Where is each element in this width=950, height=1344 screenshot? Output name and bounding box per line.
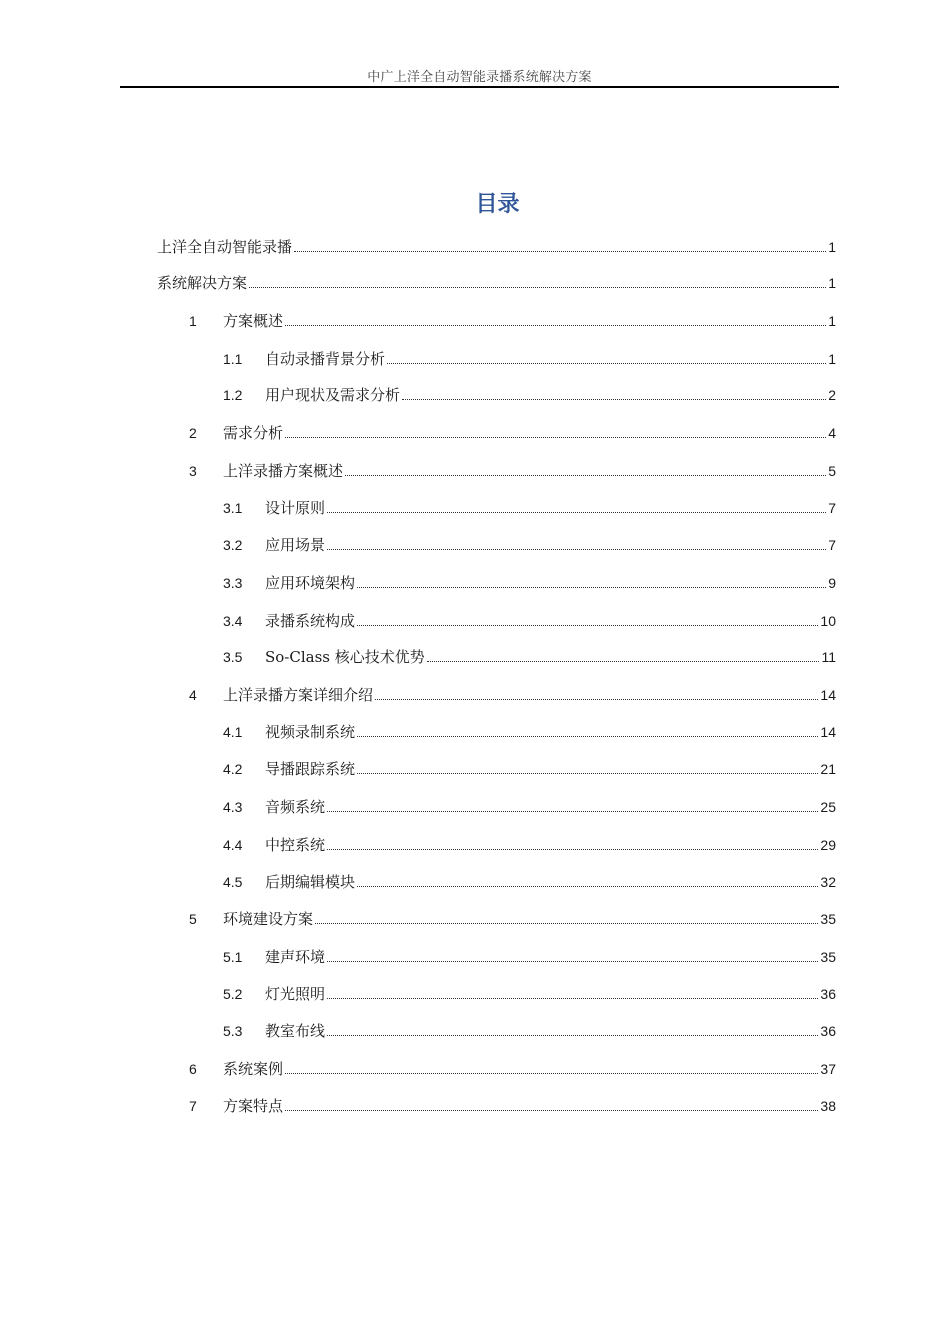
toc-entry-page: 1 (828, 351, 836, 367)
toc-entry-page: 36 (820, 1023, 836, 1039)
toc-entry-number: 2 (189, 425, 197, 441)
toc-entry-page: 10 (820, 613, 836, 629)
toc-entry-page: 11 (821, 649, 836, 665)
toc-entry-page: 37 (820, 1061, 836, 1077)
dot-leader (285, 1110, 818, 1111)
toc-entry-number: 3.1 (223, 500, 243, 516)
dot-leader (345, 475, 826, 476)
toc-entry[interactable] (223, 384, 836, 406)
toc-entry-number: 3.3 (223, 575, 243, 591)
toc-entry-text: 应用环境架构 (265, 574, 356, 592)
toc-entry[interactable] (189, 460, 836, 482)
toc-entry-number: 3.2 (223, 537, 243, 553)
toc-entry[interactable] (189, 310, 836, 332)
toc-entry-text: 教室布线 (265, 1022, 326, 1040)
toc-entry-number: 3.5 (223, 649, 243, 665)
toc-entry-number: 1 (189, 313, 197, 329)
toc-entry[interactable] (223, 497, 836, 519)
toc-entry[interactable] (223, 1020, 836, 1042)
toc-entry-page: 35 (820, 949, 836, 965)
dot-leader (357, 886, 818, 887)
toc-entry-number: 1.1 (223, 351, 243, 367)
dot-leader (294, 251, 826, 252)
toc-entry-text: 建声环境 (265, 948, 326, 966)
toc-entry-text: 系统解决方案 (157, 274, 248, 292)
toc-entry-text: 自动录播背景分析 (265, 350, 386, 368)
dot-leader (327, 961, 818, 962)
toc-entry-number: 5.3 (223, 1023, 243, 1039)
toc-entry-page: 9 (828, 575, 836, 591)
toc-entry-page: 36 (820, 986, 836, 1002)
toc-entry-text: 设计原则 (265, 499, 326, 517)
dot-leader (357, 587, 826, 588)
toc-entry-page: 7 (828, 500, 836, 516)
toc-entry-page: 14 (820, 724, 836, 740)
toc-entry[interactable] (157, 236, 836, 258)
running-header: 中广上洋全自动智能录播系统解决方案 (367, 70, 592, 85)
toc-entry[interactable] (223, 796, 836, 818)
toc-entry-text: 灯光照明 (265, 985, 326, 1003)
toc-entry-number: 4.5 (223, 874, 243, 890)
toc-entry-number: 3 (189, 463, 197, 479)
dot-leader (327, 549, 826, 550)
toc-entry[interactable] (189, 1095, 836, 1117)
header-rule (120, 86, 839, 88)
toc-entry[interactable] (223, 871, 836, 893)
toc-entry-text: 方案特点 (223, 1097, 284, 1115)
toc-entry-number: 4.1 (223, 724, 243, 740)
toc-entry-page: 14 (820, 687, 836, 703)
toc-entry-text: So-Class 核心技术优势 (265, 648, 425, 666)
toc-entry-number: 3.4 (223, 613, 243, 629)
toc-entry[interactable] (223, 721, 836, 743)
toc-entry-number: 1.2 (223, 387, 243, 403)
toc-entry-text: 环境建设方案 (223, 910, 314, 928)
toc-entry[interactable] (223, 646, 836, 668)
toc-entry[interactable] (157, 272, 836, 294)
dot-leader (327, 811, 818, 812)
toc-entry-page: 1 (828, 313, 836, 329)
toc-entry[interactable] (223, 946, 836, 968)
dot-leader (357, 736, 818, 737)
toc-entry-text: 上洋录播方案详细介绍 (223, 686, 374, 704)
toc-entry[interactable] (223, 610, 836, 632)
dot-leader (357, 625, 818, 626)
toc-entry-text: 系统案例 (223, 1060, 284, 1078)
toc-entry[interactable] (223, 534, 836, 556)
toc-entry-number: 6 (189, 1061, 197, 1077)
toc-entry[interactable] (189, 422, 836, 444)
toc-entry-text: 方案概述 (223, 312, 284, 330)
toc-entry[interactable] (189, 908, 836, 930)
toc-entry[interactable] (223, 572, 836, 594)
toc-entry-number: 4.4 (223, 837, 243, 853)
toc-entry-number: 7 (189, 1098, 197, 1114)
toc-entry-number: 5 (189, 911, 197, 927)
dot-leader (327, 512, 826, 513)
dot-leader (249, 287, 826, 288)
toc-entry-text: 需求分析 (223, 424, 284, 442)
dot-leader (285, 437, 826, 438)
toc-entry-page: 1 (828, 239, 836, 255)
dot-leader (285, 1073, 818, 1074)
dot-leader (402, 399, 826, 400)
toc-entry[interactable] (189, 1058, 836, 1080)
toc-entry-number: 4.2 (223, 761, 243, 777)
toc-entry-page: 7 (828, 537, 836, 553)
toc-entry-text: 上洋录播方案概述 (223, 462, 344, 480)
toc-entry-page: 4 (828, 425, 836, 441)
toc-entry-page: 32 (820, 874, 836, 890)
toc-entry-text: 应用场景 (265, 536, 326, 554)
toc-entry[interactable] (189, 684, 836, 706)
toc-entry-text: 后期编辑模块 (265, 873, 356, 891)
toc-entry[interactable] (223, 834, 836, 856)
toc-entry-page: 35 (820, 911, 836, 927)
toc-entry-text: 中控系统 (265, 836, 326, 854)
toc-entry-number: 5.1 (223, 949, 243, 965)
toc-entry-page: 2 (828, 387, 836, 403)
toc-entry-text: 导播跟踪系统 (265, 760, 356, 778)
dot-leader (357, 773, 818, 774)
toc-entry-number: 4.3 (223, 799, 243, 815)
toc-entry-text: 视频录制系统 (265, 723, 356, 741)
toc-title: 目录 (475, 191, 520, 217)
toc-entry-page: 38 (820, 1098, 836, 1114)
toc-entry-page: 1 (828, 275, 836, 291)
dot-leader (427, 661, 820, 662)
dot-leader (327, 1035, 818, 1036)
dot-leader (285, 325, 826, 326)
toc-entry[interactable] (223, 758, 836, 780)
toc-entry-number: 4 (189, 687, 197, 703)
toc-entry-text: 录播系统构成 (265, 612, 356, 630)
toc-entry[interactable] (223, 348, 836, 370)
toc-entry-text: 音频系统 (265, 798, 326, 816)
toc-entry-text: 上洋全自动智能录播 (157, 238, 293, 256)
dot-leader (327, 849, 818, 850)
dot-leader (375, 699, 818, 700)
toc-entry-page: 21 (820, 761, 836, 777)
dot-leader (327, 998, 818, 999)
toc-entry-page: 29 (820, 837, 836, 853)
toc-entry-number: 5.2 (223, 986, 243, 1002)
toc-entry[interactable] (223, 983, 836, 1005)
toc-entry-page: 25 (820, 799, 836, 815)
toc-entry-page: 5 (828, 463, 836, 479)
toc-entry-text: 用户现状及需求分析 (265, 386, 401, 404)
dot-leader (387, 363, 826, 364)
dot-leader (315, 923, 818, 924)
